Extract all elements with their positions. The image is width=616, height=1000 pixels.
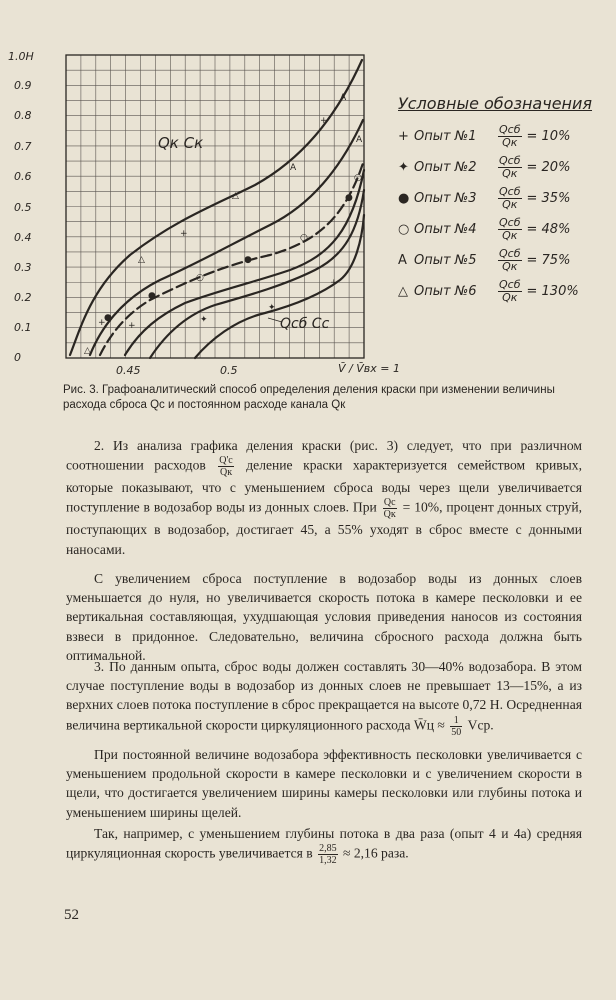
legend-marker: ○ [398,222,410,237]
legend-ratio-den: Qк [502,136,518,149]
y-tick: 0.5 [14,201,32,214]
legend-ratio [498,279,522,304]
legend-ratio [498,155,522,180]
figure [0,0,616,380]
y-tick: 0 [14,351,21,364]
legend-row [398,245,612,276]
legend-marker: + [398,129,409,144]
marker: + [180,229,188,239]
y-tick: 0.4 [14,231,32,244]
legend-label: Опыт №5 [414,253,477,268]
y-tick: 0.8 [14,109,32,122]
legend-label: Опыт №4 [414,222,477,237]
paragraph-4 [66,745,582,822]
legend-title: Условные обозначения [398,94,593,113]
y-tick: 0.2 [14,291,32,304]
legend-marker: △ [398,284,408,299]
marker: ● [104,313,112,323]
fraction [218,455,233,478]
legend-marker: A [398,253,407,268]
y-axis-top-label: 1.0H [8,50,34,63]
paragraph-1 [66,436,582,559]
fraction [383,497,397,520]
legend-label: Опыт №2 [414,160,477,175]
legend-ratio [498,217,522,242]
p4-text: При постоянной величине водозабора эффективность песколовки увеличивается с уменьшением продольной скорости в камере песколовки и с увеличением скорости в щели, что достигается увеличением ширины камеры песколовки или глубины потока и уменьшением ширины щелей. [66,747,582,820]
legend-label: Опыт №3 [414,191,477,206]
legend-ratio-den: Qк [502,291,518,304]
p1-text-c: = 10%, процент донных струй, поступающих в водозабор, достигает 45, а 55% уходят в сброс вместе с донными наносами. [66,500,582,557]
fraction-den: 50 [451,726,462,738]
marker: ○ [196,273,204,283]
marker: A [340,93,347,103]
fraction [318,843,338,866]
page-number: 52 [64,907,79,923]
marker: ✦ [268,303,276,313]
p1-text-b: деление краски характеризуется семейством кривых, которые показывают, что с уменьшением сброса воды через щели увеличивается поступление в водозабор воды из донных слоев. При [66,457,582,516]
legend-row [398,121,612,152]
paragraph-3 [66,657,582,738]
marker: A [290,163,297,173]
legend [398,94,612,307]
y-tick: 0.3 [14,261,32,274]
marker: ✦ [200,315,208,325]
p3-text-a: 3. По данным опыта, сброс воды должен составлять 30—40% водозабора. В этом случае поступление воды в водозабор из донных слоев не превышает 13—15%, а из верхних слоев потока поступление в сброс прекращается на высоте 0,72 H. Осредненная величина вертикальной скорости циркуляционного расхода W̄ц ≈ [66,659,582,733]
legend-ratio-den: Qк [502,229,518,242]
legend-row [398,183,612,214]
marker: + [330,278,338,288]
marker: + [128,321,136,331]
legend-ratio-num: Qсб [499,185,521,198]
marker: △ [232,191,239,201]
x-tick: V̄ / V̄вх = 1 [338,362,400,375]
legend-value: = 20% [526,160,571,175]
marker: ○ [300,233,308,243]
marker: ● [148,291,156,301]
legend-ratio-den: Qк [502,260,518,273]
marker: ● [244,255,252,265]
legend-value: = 35% [526,191,571,206]
legend-rows [398,121,612,307]
legend-label: Опыт №6 [414,284,477,299]
legend-ratio-num: Qсб [499,278,521,291]
legend-ratio-num: Qсб [499,247,521,260]
marker: ○ [354,173,362,183]
legend-value: = 10% [526,129,571,144]
p2-text: С увеличением сброса поступление в водозабор воды из донных слоев уменьшается до нуля, но увеличивается скорость потока в камере песколовки и ее вертикальная составляющая, ухудшающая условия приведения наносов из состояния взвеси в придонное. Следовательно, величина сбросного расхода должна быть оптимальной. [66,571,582,663]
marker: △ [84,346,91,356]
p5-text-b: ≈ 2,16 раза. [339,845,409,861]
legend-label: Опыт №1 [414,129,477,144]
marker: △ [138,255,145,265]
legend-ratio [498,186,522,211]
fraction-den: 1,32 [319,855,337,867]
y-tick: 0.1 [14,321,32,334]
p5-text-a: Так, например, с уменьшением глубины потока в два раза (опыт 4 и 4а) средняя циркуляционная скорость увеличивается в [66,826,582,861]
legend-ratio-num: Qсб [499,123,521,136]
legend-row [398,276,612,307]
legend-marker: ● [398,191,410,206]
marker: ● [345,193,353,203]
legend-ratio-den: Qк [502,198,518,211]
legend-marker: ✦ [398,160,409,175]
legend-ratio [498,124,522,149]
x-tick: 0.45 [116,364,141,377]
p1-text-a: 2. Из анализа графика деления краски (рис. 3) следует, что при различном соотношении расходов [66,438,582,473]
fraction [450,715,462,738]
legend-ratio [498,248,522,273]
legend-ratio-num: Qсб [499,216,521,229]
label-lower: Qсб Cс [280,316,330,332]
legend-row [398,214,612,245]
marker: + [320,116,328,126]
figure-caption: Рис. 3. Графоаналитический способ определения деления краски при изменении величины расхода сброса Qс и постоянном расходе канала Qк [63,384,555,411]
fraction-num: Qс [383,497,396,509]
x-tick: 0.5 [220,364,238,377]
fraction-num: 1 [450,715,462,727]
legend-row [398,152,612,183]
legend-value: = 48% [526,222,571,237]
fraction-den: Qк [219,467,233,479]
fraction-num: Q'с [219,455,233,467]
fraction-den: Qк [383,509,396,521]
legend-ratio-num: Qсб [499,154,521,167]
paragraph-2 [66,569,582,665]
legend-value: = 130% [526,284,579,299]
y-tick: 0.6 [14,170,32,183]
curve-1 [70,60,362,355]
y-tick: 0.9 [14,79,32,92]
curve-5 [150,190,364,358]
marker: + [98,318,106,328]
marker: A [356,135,363,145]
paragraph-5 [66,824,582,866]
legend-ratio-den: Qк [502,167,518,180]
p3-text-b: Vср. [464,717,494,733]
label-upper: Qк Cк [158,134,204,152]
curves [70,60,364,358]
fraction-num: 2,85 [319,843,337,855]
legend-value: = 75% [526,253,571,268]
y-tick: 0.7 [14,140,32,153]
